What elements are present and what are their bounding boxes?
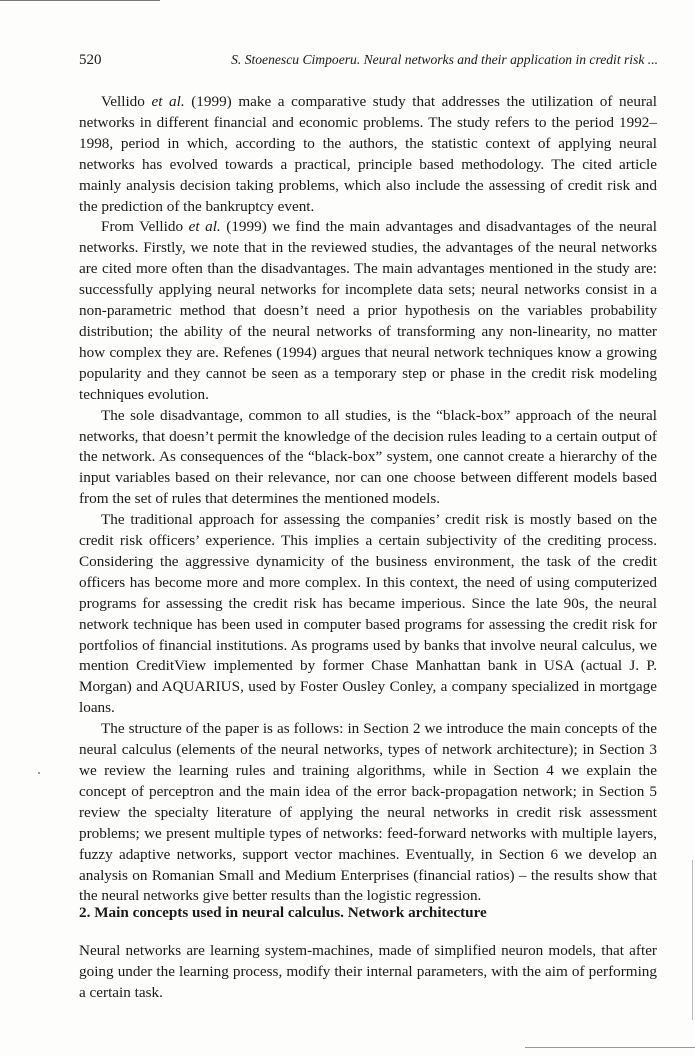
text-segment: The traditional approach for assessing the companies’ credit risk is mostly based on the credit risk officers’ experience. This implies a certain subjectivity of the crediting process. Considering the aggressive dynamicity of the business environment, the task of the credit officers has become more and more complex. In this context, the need of using computerized programs for assessing the credit risk has became imperious. Since the late 90s, the neural network technique has been used in computer based programs for assessing the credit risk for portfolios of financial institutions. As programs used by banks that involve neural calculus, we mention CreditView implemented by former Chase Manhattan bank in USA (actual J. P. Morgan) and AQUARIUS, used by Foster Ousley Conley, a company specialized in mortgage loans.: [79, 511, 657, 717]
text-segment: (1999) make a comparative study that addresses the utilization of neural networks in different financial and economic problems. The study refers to the period 1992–1998, period in which, according to the authors, the statistic context of applying neural networks has evolved towards a practical, principle based methodology. The cited article mainly analysis decision taking problems, which also include the assessing of credit risk and the prediction of the bankruptcy event.: [79, 93, 657, 215]
paragraph-3: [79, 406, 657, 511]
text-segment: The structure of the paper is as follows: in Section 2 we introduce the main concepts of the neural calculus (elements of the neural networks, types of network architecture); in Section 3 we review the learning rules and training algorithms, while in Section 4 we explain the concept of perceptron and the main idea of the error back-propagation network; in Section 5 review the specialty literature of applying the neural networks in credit risk assessment problems; we present multiple types of networks: feed-forward networks with multiple layers, fuzzy adaptive networks, support vector machines. Eventually, in Section 6 we develop an analysis on Romanian Small and Medium Enterprises (financial ratios) – the results show that the neural networks give better results than the logistic regression.: [79, 720, 657, 905]
running-head: S. Stoenescu Cimpoeru. Neural networks and their application in credit risk ...: [231, 52, 658, 67]
bottom-margin-rule: [525, 1047, 695, 1048]
body-text: [79, 92, 657, 907]
section-paragraph: Neural networks are learning system-machines, made of simplified neuron models, that after going under the learning process, modify their internal parameters, with the aim of performing a certain task.: [79, 942, 657, 1001]
paragraph-4: [79, 510, 657, 719]
section-body: [79, 941, 657, 1004]
citation-italic: et al.: [188, 218, 221, 236]
right-scan-edge: [692, 860, 693, 1020]
top-margin-rule: [0, 0, 160, 1]
paragraph-2: [79, 217, 657, 405]
paragraph-5: [79, 719, 657, 907]
scan-speck: [38, 772, 40, 774]
text-segment: The sole disadvantage, common to all studies, is the “black-box” approach of the neural networks, that doesn’t permit the knowledge of the decision rules leading to a certain output of the network. As consequences of the “black-box” system, one cannot create a hierarchy of the input variables based on their relevance, nor can one choose between different models based from the set of rules that determines the mentioned models.: [79, 406, 657, 508]
page-header: [79, 52, 658, 72]
citation-italic: et al.: [151, 93, 185, 110]
page-number: 520: [79, 52, 102, 68]
text-segment: From Vellido: [101, 218, 189, 236]
paragraph-1: [79, 92, 657, 217]
section-heading: 2. Main concepts used in neural calculus. Network architecture: [79, 904, 487, 921]
text-segment: Vellido: [101, 93, 152, 110]
text-segment: (1999) we find the main advantages and disadvantages of the neural networks. Firstly, we note that in the reviewed studies, the advantages of the neural networks are cited more often than the disadvantages. The main advantages mentioned in the study are: successfully applying neural networks for incomplete data sets; neural networks consist in a non-parametric method that doesn’t need a prior hypothesis on the variables probability distribution; the ability of the neural networks of transforming any non-linearity, no matter how complex they are. Refenes (1994) argues that neural network techniques know a growing popularity and they cannot be seen as a temporary step or phase in the credit risk modeling techniques evolution.: [79, 218, 658, 403]
